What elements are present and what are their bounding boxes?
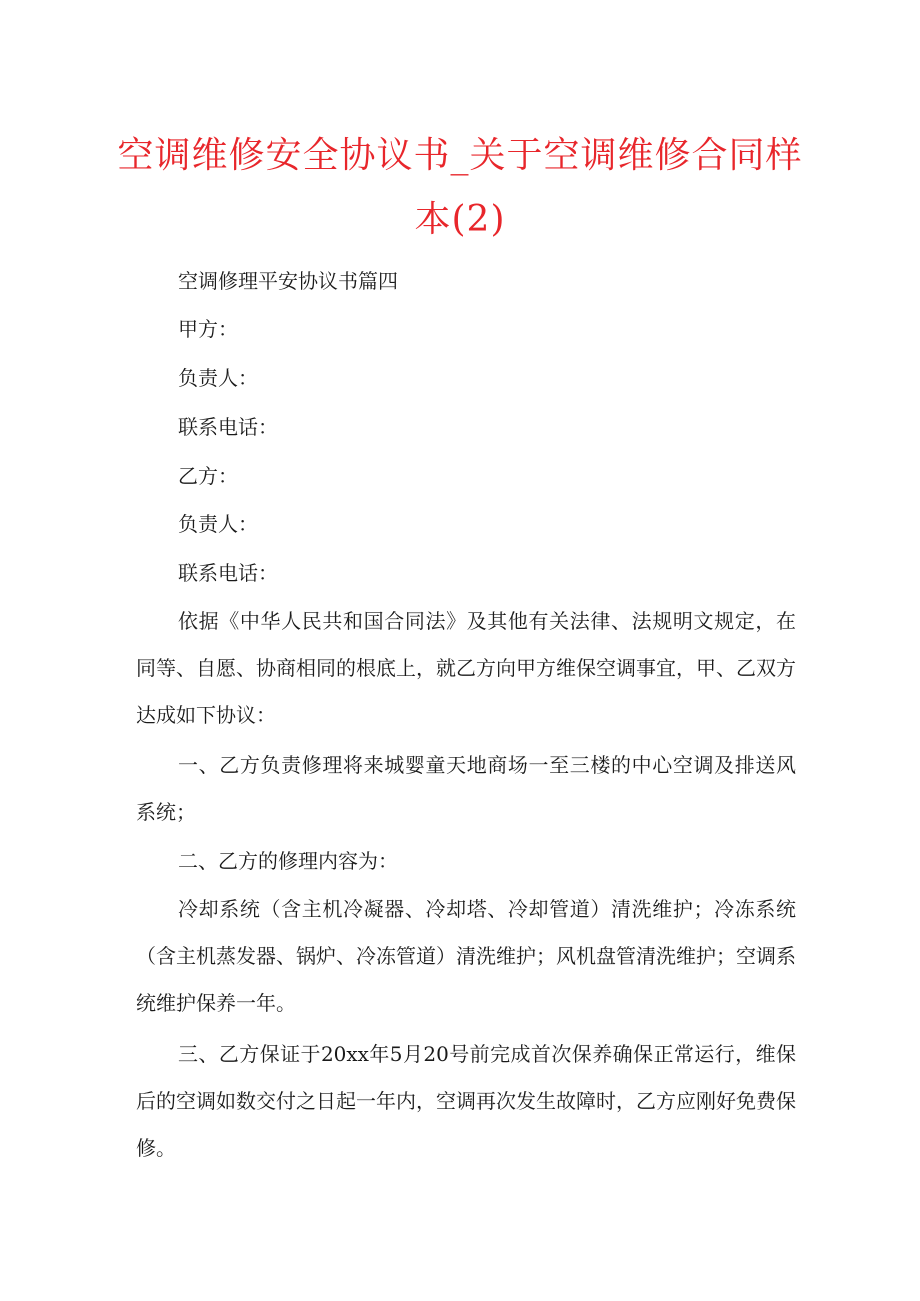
clause-2: 二、乙方的修理内容为： [178,849,398,873]
party-b-person-label: 负责人： [178,512,258,536]
document-title: 空调维修安全协议书_关于空调维修合同样本(2) [117,135,803,240]
party-a-phone-label: 联系电话： [178,415,278,439]
clause-2-detail: 冷却系统（含主机冷凝器、冷却塔、冷却管道）清洗维护；冷冻系统（含主机蒸发器、锅炉、冷冻管道）清洗维护；风机盘管清洗维护；空调系统维护保养一年。 [136,897,796,1015]
party-b-phone-label: 联系电话： [178,561,278,585]
party-a-person-label: 负责人： [178,366,258,390]
clause-3: 三、乙方保证于20xx年5月20号前完成首次保养确保正常运行，维保后的空调如数交付之日起一年内，空调再次发生故障时，乙方应刚好免费保修。 [136,1042,796,1160]
intro-paragraph: 依据《中华人民共和国合同法》及其他有关法律、法规明文规定，在同等、自愿、协商相同的根底上，就乙方向甲方维保空调事宜，甲、乙双方达成如下协议： [136,609,796,727]
party-b-label: 乙方： [178,464,238,488]
party-a-label: 甲方： [178,317,238,341]
section-heading: 空调修理平安协议书篇四 [178,269,398,293]
clause-1: 一、乙方负责修理将来城婴童天地商场一至三楼的中心空调及排送风系统； [136,753,796,824]
